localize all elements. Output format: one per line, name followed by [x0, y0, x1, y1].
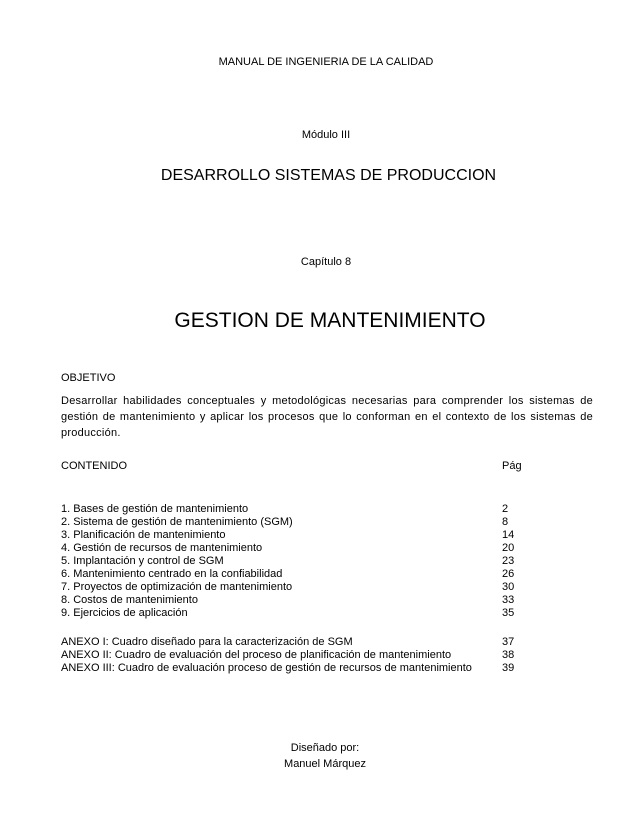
toc-item-page: 14	[502, 529, 515, 541]
toc-item-label: 7. Proyectos de optimización de mantenimiento	[61, 581, 293, 593]
toc-item	[61, 581, 531, 594]
author-name: Manuel Márquez	[284, 758, 366, 770]
toc-item-page: 30	[502, 581, 515, 593]
manual-title: MANUAL DE INGENIERIA DE LA CALIDAD	[218, 56, 434, 68]
toc-item	[61, 529, 531, 542]
annex-item-page: 37	[502, 636, 515, 648]
toc-item-page: 2	[502, 503, 509, 515]
toc-item-label: 6. Mantenimiento centrado en la confiabilidad	[61, 568, 283, 580]
toc-item-page: 8	[502, 516, 509, 528]
module-label: Módulo III	[301, 129, 351, 141]
toc-item-page: 26	[502, 568, 515, 580]
annex-item	[61, 649, 531, 662]
toc-item-label: 3. Planificación de mantenimiento	[61, 529, 226, 541]
annex-item	[61, 636, 531, 649]
annex-list	[61, 636, 531, 675]
annex-item	[61, 662, 531, 675]
footer-credit	[0, 740, 638, 772]
toc-item-label: 9. Ejercicios de aplicación	[61, 607, 188, 619]
toc-item-page: 33	[502, 594, 515, 606]
annex-item-page: 38	[502, 649, 515, 661]
chapter-label: Capítulo 8	[300, 256, 352, 268]
page-column-heading: Pág	[502, 460, 522, 472]
annex-item-label: ANEXO I: Cuadro diseñado para la caracterización de SGM	[61, 636, 353, 648]
designed-by-label: Diseñado por:	[290, 742, 360, 754]
toc-item	[61, 568, 531, 581]
annex-item-label: ANEXO III: Cuadro de evaluación proceso de gestión de recursos de mantenimiento	[61, 662, 472, 674]
toc-item-label: 8. Costos de mantenimiento	[61, 594, 198, 606]
toc-item	[61, 503, 531, 516]
toc-item-page: 23	[502, 555, 515, 567]
contents-heading: CONTENIDO	[61, 460, 127, 472]
annex-item-page: 39	[502, 662, 515, 674]
toc-item	[61, 555, 531, 568]
toc-item	[61, 516, 531, 529]
annex-item-label: ANEXO II: Cuadro de evaluación del proceso de planificación de mantenimiento	[61, 649, 452, 661]
toc-item-label: 2. Sistema de gestión de mantenimiento (SGM)	[61, 516, 293, 528]
toc-item-label: 5. Implantación y control de SGM	[61, 555, 224, 567]
objective-heading: OBJETIVO	[61, 372, 116, 384]
contents-list	[61, 503, 531, 620]
toc-item-label: 1. Bases de gestión de mantenimiento	[61, 503, 249, 515]
chapter-title: GESTION DE MANTENIMIENTO	[174, 309, 486, 332]
module-title: DESARROLLO SISTEMAS DE PRODUCCION	[160, 167, 497, 184]
toc-item-page: 20	[502, 542, 515, 554]
objective-text: Desarrollar habilidades conceptuales y metodológicas necesarias para comprender los sistemas de gestión de mantenimiento y aplicar los procesos que lo conforman en el contexto de los sistemas de producción.	[61, 395, 593, 439]
toc-item	[61, 594, 531, 607]
toc-item-label: 4. Gestión de recursos de mantenimiento	[61, 542, 263, 554]
toc-item	[61, 607, 531, 620]
toc-item-page: 35	[502, 607, 515, 619]
toc-item	[61, 542, 531, 555]
